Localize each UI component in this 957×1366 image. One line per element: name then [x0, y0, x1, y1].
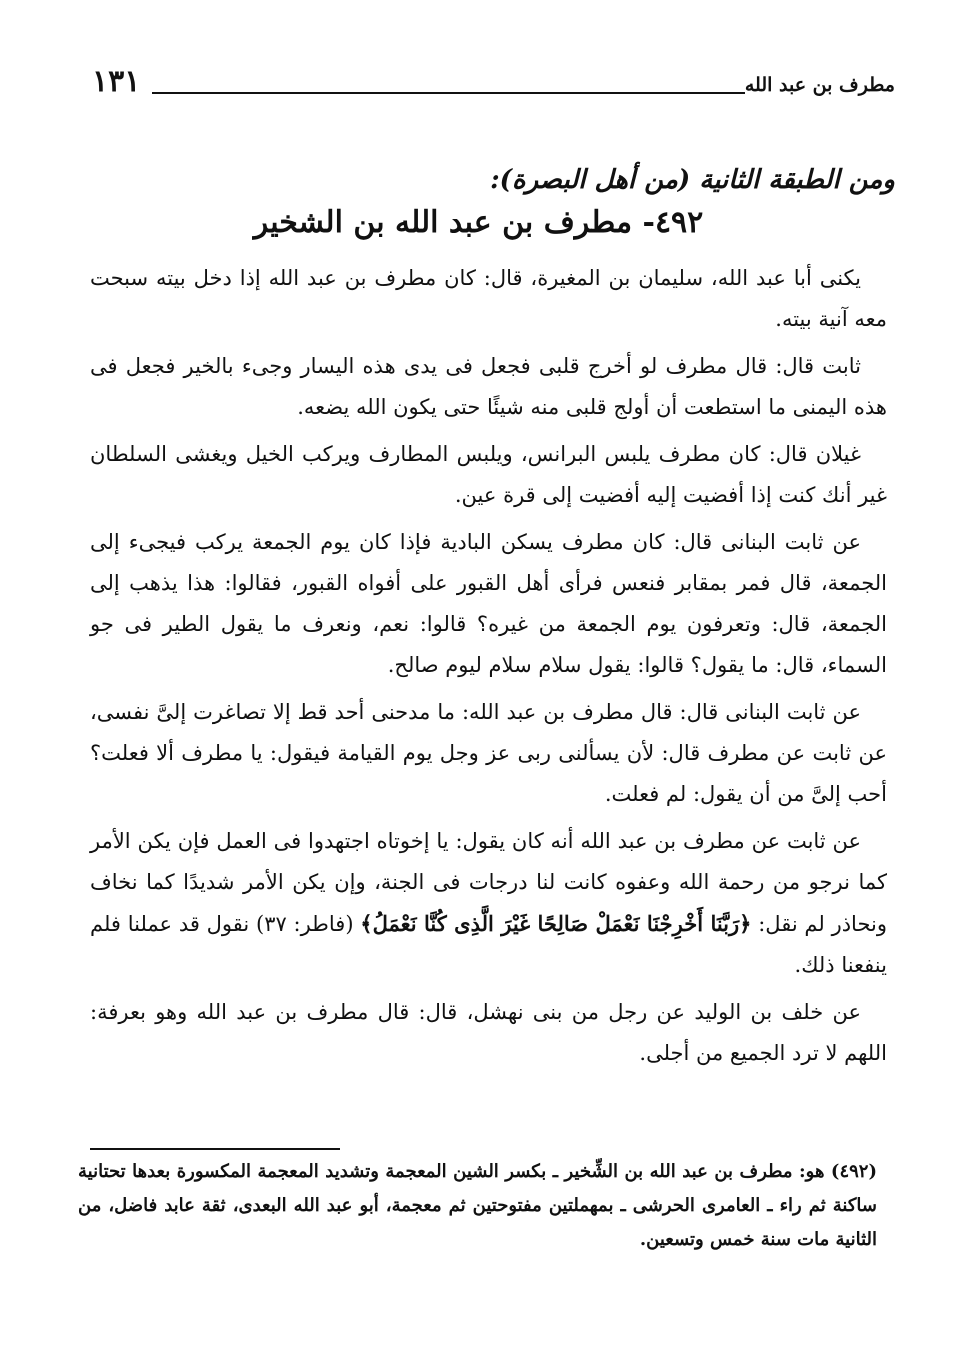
running-header [92, 62, 895, 102]
entry-title: ٤٩٢- مطرف بن عبد الله بن الشخير [253, 205, 704, 240]
section-title: ومن الطبقة الثانية (من أهل البصرة): [490, 165, 895, 195]
paragraph: عن خلف بن الوليد عن رجل من بنى نهشل، قال: قال مطرف بن عبد الله وهو بعرفة: اللهم لا ترد الجميع من أجلى. [90, 1000, 887, 1065]
footnote [78, 1155, 877, 1257]
paragraph: ثابت قال: قال مطرف لو أخرج قلبى فجعل فى يدى هذه اليسار وجىء بالخير فجعل فى هذه اليمنى ما استطعت أن أولج قلبى منه شيئًا حتى يكون الله يضعه. [90, 354, 887, 419]
paragraph-with-verse [90, 821, 887, 986]
footnote-text: (٤٩٢) هو: مطرف بن عبد الله بن الشِّخير ـ بكسر الشين المعجمة وتشديد المعجمة المكسورة بعدها تحتانية ساكنة ثم راء ـ العامرى الحرشى ـ بمهملتين مفتوحتين ثم معجمة، أبو عبد الله البعدى، ثقة عابد فاضل، من الثانية مات سنة خمس وتسعين. [78, 1161, 877, 1250]
paragraph-text: (فاطر: ٣٧) نقول قد عملنا فلم ينفعنا ذلك. [90, 912, 887, 977]
paragraph-text: عن ثابت عن مطرف بن عبد الله أنه كان يقول: يا إخوتاه اجتهدوا فى العمل فإن يكن الأمر كما نرجو من رحمة الله وعفوه كانت لنا درجات فى الجنة، وإن يكن الأمر شديدًا كما نخاف ونحاذر لم نقل: [90, 829, 888, 936]
quran-verse: ﴿رَبَّنَا أَخْرِجْنَا نَعْمَلْ صَالِحًا غَيْرَ الَّذِى كُنَّا نَعْمَلُ﴾ [360, 911, 752, 936]
paragraph: عن ثابت البنانى قال: كان مطرف يسكن البادية فإذا كان يوم الجمعة يركب فيجىء إلى الجمعة، قال فمر بمقابر فنعس فرأى أهل القبور على أفواه القبور، فقالوا: هذا يذهب إلى الجمعة، قال: وتعرفون يوم الجمعة من غيره؟ قالوا: نعم، ونعرف ما يقول الطير فى جو السماء، قال: ما يقول؟ قالوا: يقول سلام سلام ليوم صالح. [90, 530, 887, 677]
paragraph: يكنى أبا عبد الله، سليمان بن المغيرة، قال: كان مطرف بن عبد الله إذا دخل بيته سبحت معه آنية بيته. [90, 266, 887, 331]
page-number: ١٣١ [92, 64, 141, 99]
footnote-rule [90, 1148, 340, 1150]
paragraph: غيلان قال: كان مطرف يلبس البرانس، ويلبس المطارف ويركب الخيل ويغشى السلطان غير أنك كنت إذا أفضيت إليه أفضيت إلى قرة عين. [90, 442, 887, 507]
running-title: مطرف بن عبد الله [744, 74, 895, 96]
paragraph: عن ثابت البنانى قال: قال مطرف بن عبد الله: ما مدحنى أحد قط إلا تصاغرت إلىَّ نفسى، عن ثابت عن مطرف قال: لأن يسألنى ربى عز وجل يوم القيامة فيقول: يا مطرف ألا فعلت؟ أحب إلىَّ من أن يقول: لم فعلت. [90, 700, 887, 806]
header-rule [152, 92, 745, 94]
body-text [90, 258, 887, 1080]
